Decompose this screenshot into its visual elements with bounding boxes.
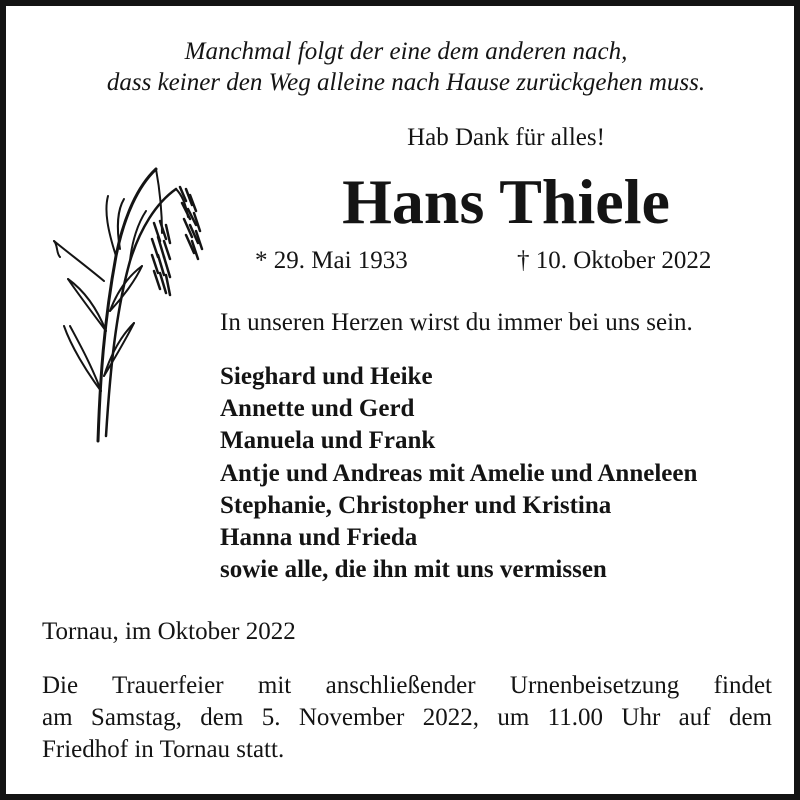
thanks-line: Hab Dank für alles! xyxy=(407,124,605,151)
mourner-entry: Sieghard und Heike xyxy=(220,363,433,390)
mourner-entry: Manuela und Frank xyxy=(220,427,436,455)
motto-line: In unseren Herzen wirst du immer bei uns sein. xyxy=(220,309,693,336)
mourners-list xyxy=(220,361,697,586)
quote-line-1: Manchmal folgt der eine dem anderen nach, xyxy=(184,38,628,65)
mourner-entry: Hanna und Frieda xyxy=(220,524,418,552)
ceremony-line-2: am Samstag, dem 5. November 2022, um 11.00 Uhr auf dem xyxy=(42,704,772,731)
ceremony-info xyxy=(42,670,772,766)
birth-date: * 29. Mai 1933 xyxy=(255,247,408,274)
place-and-date: Tornau, im Oktober 2022 xyxy=(42,618,296,645)
quote-line-2: dass keiner den Weg alleine nach Hause zurückgehen muss. xyxy=(106,69,706,96)
ceremony-line-3: Friedhof in Tornau statt. xyxy=(42,736,285,763)
death-date: † 10. Oktober 2022 xyxy=(517,247,712,274)
mourner-entry: sowie alle, die ihn mit uns vermissen xyxy=(220,556,607,584)
deceased-name: Hans Thiele xyxy=(342,166,670,237)
wheat-ears-icon xyxy=(46,161,211,446)
mourner-entry: Stephanie, Christopher und Kristina xyxy=(220,491,612,519)
mourner-entry: Antje und Andreas mit Amelie und Anneleen xyxy=(220,459,698,487)
ceremony-line-1: Die Trauerfeier mit anschließender Urnenbeisetzung findet xyxy=(42,672,772,699)
mourner-entry: Annette und Gerd xyxy=(220,395,415,423)
